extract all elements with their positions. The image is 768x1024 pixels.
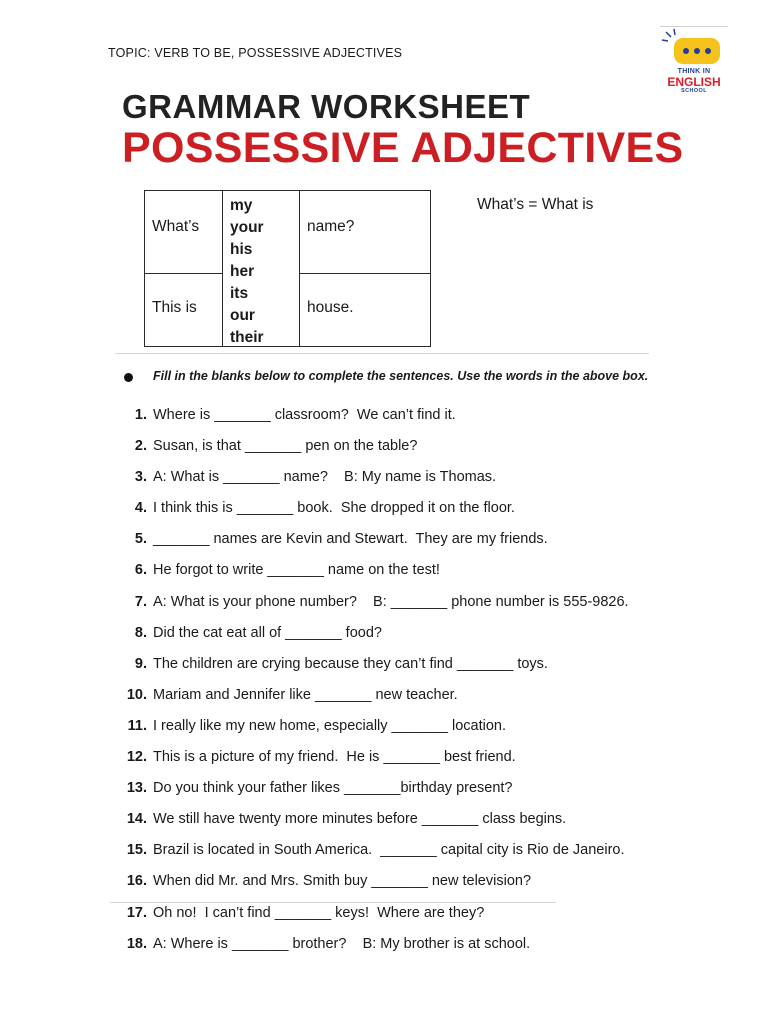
- exercise-sentence: When did Mr. and Mrs. Smith buy _______ new television?: [153, 873, 532, 890]
- exercise-number: 9.: [134, 655, 147, 672]
- table-cell-house: house.: [307, 299, 354, 316]
- exercise-number: 18.: [126, 935, 147, 952]
- exercise-item: [110, 562, 690, 593]
- exercise-item: [110, 531, 690, 562]
- exercise-sentence: _______ names are Kevin and Stewart. They are my friends.: [153, 531, 548, 548]
- school-logo: [660, 28, 728, 100]
- exercise-divider: [110, 902, 556, 903]
- logo-text-think-in: THINK IN: [677, 68, 711, 75]
- contraction-note: What’s = What is: [477, 196, 594, 213]
- exercise-number: 7.: [134, 593, 147, 610]
- table-column-divider: [222, 191, 223, 346]
- instructions: Fill in the blanks below to complete the sentences. Use the words in the above box.: [153, 369, 649, 383]
- exercise-item: [110, 687, 690, 718]
- exercise-item: [110, 749, 690, 780]
- possessive-their: their: [230, 329, 264, 346]
- exercise-item: [110, 780, 690, 811]
- exercise-item: [110, 842, 690, 873]
- table-cell-name: name?: [307, 218, 355, 235]
- table-cell-this-is: This is: [152, 299, 197, 316]
- exercise-sentence: Did the cat eat all of _______ food?: [153, 624, 382, 641]
- worksheet-subtitle: POSSESSIVE ADJECTIVES: [122, 124, 684, 172]
- bullet-icon: [124, 373, 133, 382]
- exercise-number: 5.: [134, 531, 147, 548]
- possessive-her: her: [230, 263, 255, 280]
- exercise-sentence: The children are crying because they can’t find _______ toys.: [153, 655, 548, 672]
- exercise-sentence: A: What is _______ name? B: My name is Thomas.: [153, 469, 497, 486]
- exercise-item: [110, 873, 690, 904]
- exercise-sentence: We still have twenty more minutes before _______ class begins.: [153, 811, 567, 828]
- logo-text-school: SCHOOL: [681, 88, 707, 94]
- exercise-sentence: Mariam and Jennifer like _______ new teacher.: [153, 686, 458, 703]
- exercise-sentence: Oh no! I can’t find _______ keys! Where are they?: [153, 904, 485, 921]
- exercise-number: 16.: [126, 873, 147, 890]
- exercise-list: [110, 407, 690, 967]
- exercise-item: [110, 594, 690, 625]
- possessive-our: our: [230, 307, 255, 324]
- exercise-sentence: Where is _______ classroom? We can’t find it.: [153, 407, 456, 423]
- exercise-item: [110, 905, 690, 936]
- exercise-item: [110, 625, 690, 656]
- exercise-number: 11.: [127, 717, 147, 734]
- possessive-its: its: [230, 285, 249, 302]
- speech-bubble-icon: [660, 28, 728, 70]
- table-row-divider: [299, 273, 430, 274]
- table-cell-whats: What’s: [152, 218, 200, 235]
- exercise-sentence: Do you think your father likes _______birthday present?: [153, 780, 513, 797]
- exercise-number: 4.: [134, 500, 147, 517]
- possessive-my: my: [230, 197, 253, 214]
- exercise-number: 10.: [126, 686, 147, 703]
- exercise-number: 6.: [134, 562, 147, 579]
- reference-table: [144, 190, 431, 347]
- exercise-number: 17.: [126, 904, 147, 921]
- possessive-his: his: [230, 241, 253, 258]
- exercise-item: [110, 656, 690, 687]
- exercise-number: 14.: [126, 811, 147, 828]
- exercise-number: 2.: [134, 438, 147, 455]
- exercise-number: 1.: [134, 407, 147, 423]
- possessive-your: your: [230, 219, 264, 236]
- logo-text-english: ENGLISH: [667, 75, 721, 89]
- table-row-divider: [145, 273, 222, 274]
- worksheet-title: GRAMMAR WORKSHEET: [122, 88, 531, 125]
- exercise-item: [110, 469, 690, 500]
- exercise-sentence: I really like my new home, especially _______ location.: [153, 717, 507, 734]
- table-column-divider: [299, 191, 300, 346]
- exercise-item: [110, 438, 690, 469]
- exercise-number: 15.: [126, 842, 147, 859]
- exercise-number: 8.: [134, 624, 147, 641]
- exercise-sentence: Susan, is that _______ pen on the table?: [153, 438, 418, 455]
- exercise-number: 13.: [126, 780, 147, 797]
- exercise-item: [110, 407, 690, 438]
- exercise-number: 12.: [126, 749, 147, 766]
- exercise-item: [110, 718, 690, 749]
- exercise-item: [110, 936, 690, 967]
- exercise-sentence: This is a picture of my friend. He is _______ best friend.: [153, 749, 516, 766]
- exercise-item: [110, 811, 690, 842]
- possessive-adjective-list: [230, 195, 264, 349]
- exercise-sentence: A: Where is _______ brother? B: My brother is at school.: [153, 935, 531, 952]
- exercise-sentence: Brazil is located in South America. _______ capital city is Rio de Janeiro.: [153, 842, 625, 859]
- worksheet-topic: TOPIC: VERB TO BE, POSSESSIVE ADJECTIVES: [108, 46, 403, 60]
- exercise-sentence: I think this is _______ book. She dropped it on the floor.: [153, 500, 515, 517]
- exercise-item: [110, 500, 690, 531]
- exercise-sentence: A: What is your phone number? B: _______ phone number is 555-9826.: [153, 593, 629, 610]
- header-rule: [660, 26, 728, 27]
- exercise-number: 3.: [134, 469, 147, 486]
- exercise-sentence: He forgot to write _______ name on the test!: [153, 562, 440, 579]
- section-divider: [115, 353, 649, 354]
